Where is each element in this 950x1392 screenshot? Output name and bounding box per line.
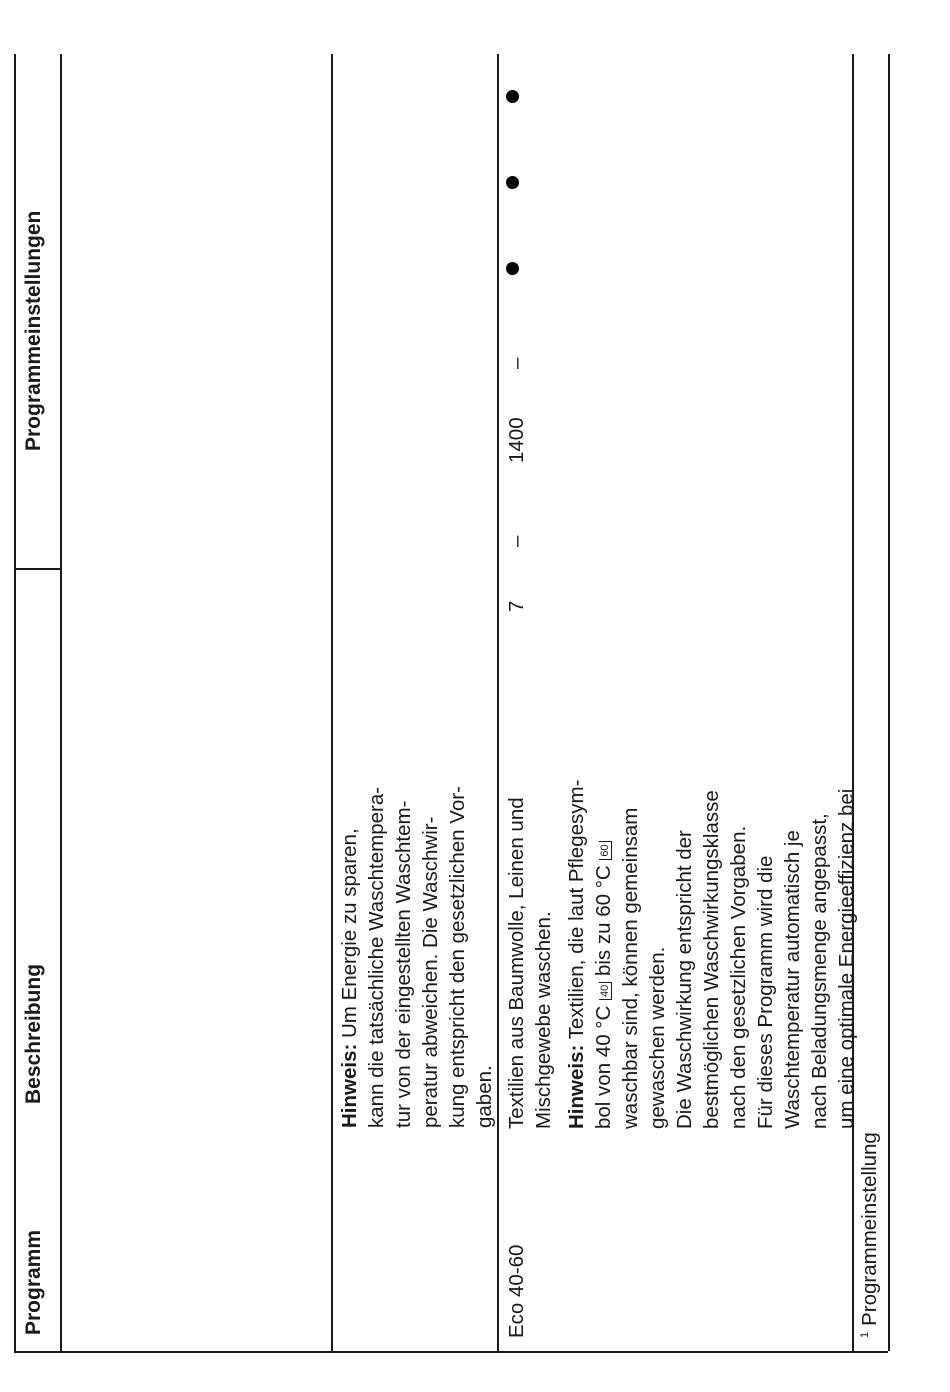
row1-note-line-5: kung entspricht den gesetzlichen Vor- [446, 786, 469, 1128]
row2-note-line-8: Für dieses Programm wird die [754, 855, 777, 1129]
row1-note-line-1 [336, 786, 363, 1128]
row1-note-line-3: tur von der eingestellten Waschtem- [392, 800, 415, 1128]
row2-note-text-1: Textilien, die laut Pflegesym- [565, 779, 588, 1045]
row1-note-text-1: Um Energie zu sparen, [338, 828, 361, 1044]
header-left-border [14, 54, 16, 1351]
row2-desc-line-1: Textilien aus Baumwolle, Leinen und [505, 797, 528, 1129]
header-settings: Programmeinstellungen [22, 210, 45, 451]
row-divider-3 [852, 54, 854, 1351]
row2-setting-load: 7 [505, 600, 528, 612]
row2-program: Eco 40-60 [505, 1244, 528, 1338]
row2-setting-dot-1 [506, 262, 519, 275]
header-description: Beschreibung [22, 963, 45, 1104]
row2-note-line-3: waschbar sind, können gemeinsam [619, 807, 642, 1129]
row1-note-line-4: peratur abweichen. Die Waschwir- [419, 816, 442, 1128]
row-divider-1 [331, 54, 333, 1351]
row2-note-line-10: nach Beladungsmenge angepasst, [808, 813, 831, 1129]
row2-setting-dot-2 [506, 176, 519, 189]
row2-note-line-4: gewaschen werden. [646, 946, 669, 1129]
row2-description [503, 780, 860, 1129]
table-top-rule [14, 1351, 888, 1353]
row-divider-2 [497, 54, 499, 1351]
row2-note-line-6: bestmöglichen Waschwirkungsklasse [700, 790, 723, 1129]
row2-note-text-2b: bis zu 60 °C [592, 859, 615, 982]
footnote-marker: 1 [859, 1331, 872, 1338]
wash-tub-60-icon: 60 [599, 841, 612, 859]
row2-setting-dash-2: – [505, 357, 528, 369]
row2-note-line-7: nach den gesetzlichen Vorgaben. [727, 825, 750, 1129]
header-program: Programm [22, 1229, 45, 1335]
row2-note-line-11: um eine optimale Energieeffizienz bei [835, 788, 858, 1129]
row2-note-line-9: Waschtemperatur automatisch je [781, 830, 804, 1129]
wash-tub-40-icon: 40 [599, 982, 612, 1000]
row1-note [336, 786, 498, 1128]
footnote-text: Programmeinstellung [858, 1132, 881, 1326]
row1-note-label: Hinweis: [338, 1043, 361, 1128]
row2-note-label: Hinweis: [565, 1044, 588, 1129]
row1-note-line-6: gaben. [473, 1065, 496, 1128]
row2-note-line-1 [563, 780, 590, 1129]
row2-setting-dot-3 [506, 90, 519, 103]
footnote [858, 1132, 882, 1338]
header-divider [60, 54, 62, 1351]
settings-subrule [14, 568, 61, 570]
row2-note-line-2 [590, 780, 617, 1129]
row2-note-line-5: Die Waschwirkung entspricht der [673, 830, 696, 1129]
row2-setting-spin: 1400 [505, 417, 528, 463]
row2-note-text-2a: bol von 40 °C [592, 1000, 615, 1129]
row1-note-line-2: kann die tatsächliche Waschtempera- [365, 786, 388, 1128]
row2-desc-line-2: Mischgewebe waschen. [532, 911, 555, 1129]
row2-setting-dash-1: – [505, 535, 528, 547]
footnote-divider [888, 54, 890, 1351]
